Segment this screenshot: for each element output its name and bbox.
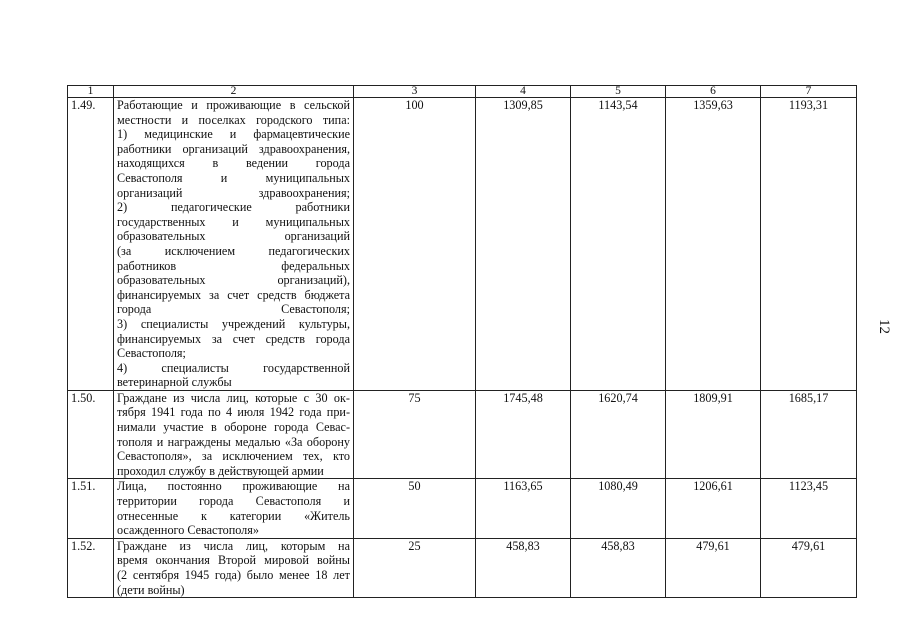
description-line: (дети войны) — [117, 582, 185, 597]
row-description — [114, 479, 354, 538]
value-cell-c5: 458,83 — [571, 538, 666, 597]
table-row — [68, 390, 857, 479]
description-line: местности и поселках городского типа: — [117, 112, 350, 127]
header-cell: 4 — [476, 86, 571, 98]
description-line: 3) специалисты учреждений культуры, — [117, 316, 350, 331]
value-cell-c3: 25 — [354, 538, 476, 597]
value-cell-c4: 1163,65 — [476, 479, 571, 538]
row-number: 1.51. — [68, 479, 114, 538]
description-line: (за исключением педагогических — [117, 243, 350, 258]
value-cell-c6: 479,61 — [666, 538, 761, 597]
description-line: 4) специалисты государственной — [117, 360, 350, 375]
description-line: время окончания Второй мировой войны — [117, 553, 350, 568]
description-line: организаций здравоохранения; — [117, 185, 350, 200]
description-line: ветеринарной службы — [117, 375, 232, 390]
description-line: 1) медицинские и фармацевтические — [117, 127, 350, 142]
description-line: государственных и муниципальных — [117, 214, 350, 229]
description-line: Севастополя», за исключением тех, кто — [117, 449, 350, 464]
page-number: 12 — [876, 319, 892, 334]
description-line: проходил службу в действующей армии — [117, 463, 324, 478]
description-line: (2 сентября 1945 года) было менее 18 лет — [117, 568, 350, 582]
description-line: Лица, постоянно проживающие на — [117, 479, 350, 494]
description-line: финансируемых за счет средств бюджета — [117, 287, 350, 302]
table-row — [68, 98, 857, 391]
header-cell: 3 — [354, 86, 476, 98]
row-number: 1.52. — [68, 538, 114, 597]
value-cell-c3: 50 — [354, 479, 476, 538]
description-line: Граждане из числа лиц, которые с 30 ок- — [117, 390, 350, 405]
table-row — [68, 479, 857, 538]
value-cell-c5: 1620,74 — [571, 390, 666, 479]
value-cell-c5: 1143,54 — [571, 98, 666, 391]
table-row — [68, 538, 857, 597]
header-cell: 2 — [114, 86, 354, 98]
description-line: работники организаций здравоохранения, — [117, 141, 350, 156]
value-cell-c3: 75 — [354, 390, 476, 479]
description-line: тополя и награждены медалью «За оборону — [117, 434, 350, 449]
description-line: отнесенные к категории «Житель — [117, 508, 350, 523]
description-line: тября 1941 года по 4 июля 1942 года при- — [117, 405, 350, 420]
description-line: финансируемых за счет средств города — [117, 331, 350, 346]
description-line: находящихся в ведении города — [117, 156, 350, 171]
row-description — [114, 538, 354, 597]
description-line: осажденного Севастополя» — [117, 523, 259, 538]
description-line: Работающие и проживающие в сельской — [117, 98, 350, 112]
row-description — [114, 390, 354, 479]
benefits-table — [67, 85, 857, 598]
value-cell-c7: 479,61 — [761, 538, 857, 597]
header-cell: 7 — [761, 86, 857, 98]
value-cell-c6: 1206,61 — [666, 479, 761, 538]
value-cell-c5: 1080,49 — [571, 479, 666, 538]
value-cell-c7: 1685,17 — [761, 390, 857, 479]
value-cell-c3: 100 — [354, 98, 476, 391]
description-line: территории города Севастополя и — [117, 494, 350, 509]
row-number: 1.50. — [68, 390, 114, 479]
value-cell-c4: 1745,48 — [476, 390, 571, 479]
value-cell-c4: 458,83 — [476, 538, 571, 597]
description-line: работников федеральных — [117, 258, 350, 273]
row-number: 1.49. — [68, 98, 114, 391]
description-line: города Севастополя; — [117, 302, 350, 317]
description-line: 2) педагогические работники — [117, 200, 350, 215]
header-cell: 5 — [571, 86, 666, 98]
value-cell-c4: 1309,85 — [476, 98, 571, 391]
table-header-row — [68, 86, 857, 98]
header-cell: 6 — [666, 86, 761, 98]
header-cell: 1 — [68, 86, 114, 98]
value-cell-c6: 1359,63 — [666, 98, 761, 391]
value-cell-c7: 1193,31 — [761, 98, 857, 391]
description-line: Севастополя; — [117, 346, 186, 361]
description-line: нимали участие в обороне города Севас- — [117, 420, 350, 435]
description-line: образовательных организаций), — [117, 273, 350, 288]
value-cell-c6: 1809,91 — [666, 390, 761, 479]
value-cell-c7: 1123,45 — [761, 479, 857, 538]
description-line: образовательных организаций — [117, 229, 350, 244]
description-line: Граждане из числа лиц, которым на — [117, 538, 350, 553]
description-line: Севастополя и муниципальных — [117, 170, 350, 185]
row-description — [114, 98, 354, 391]
